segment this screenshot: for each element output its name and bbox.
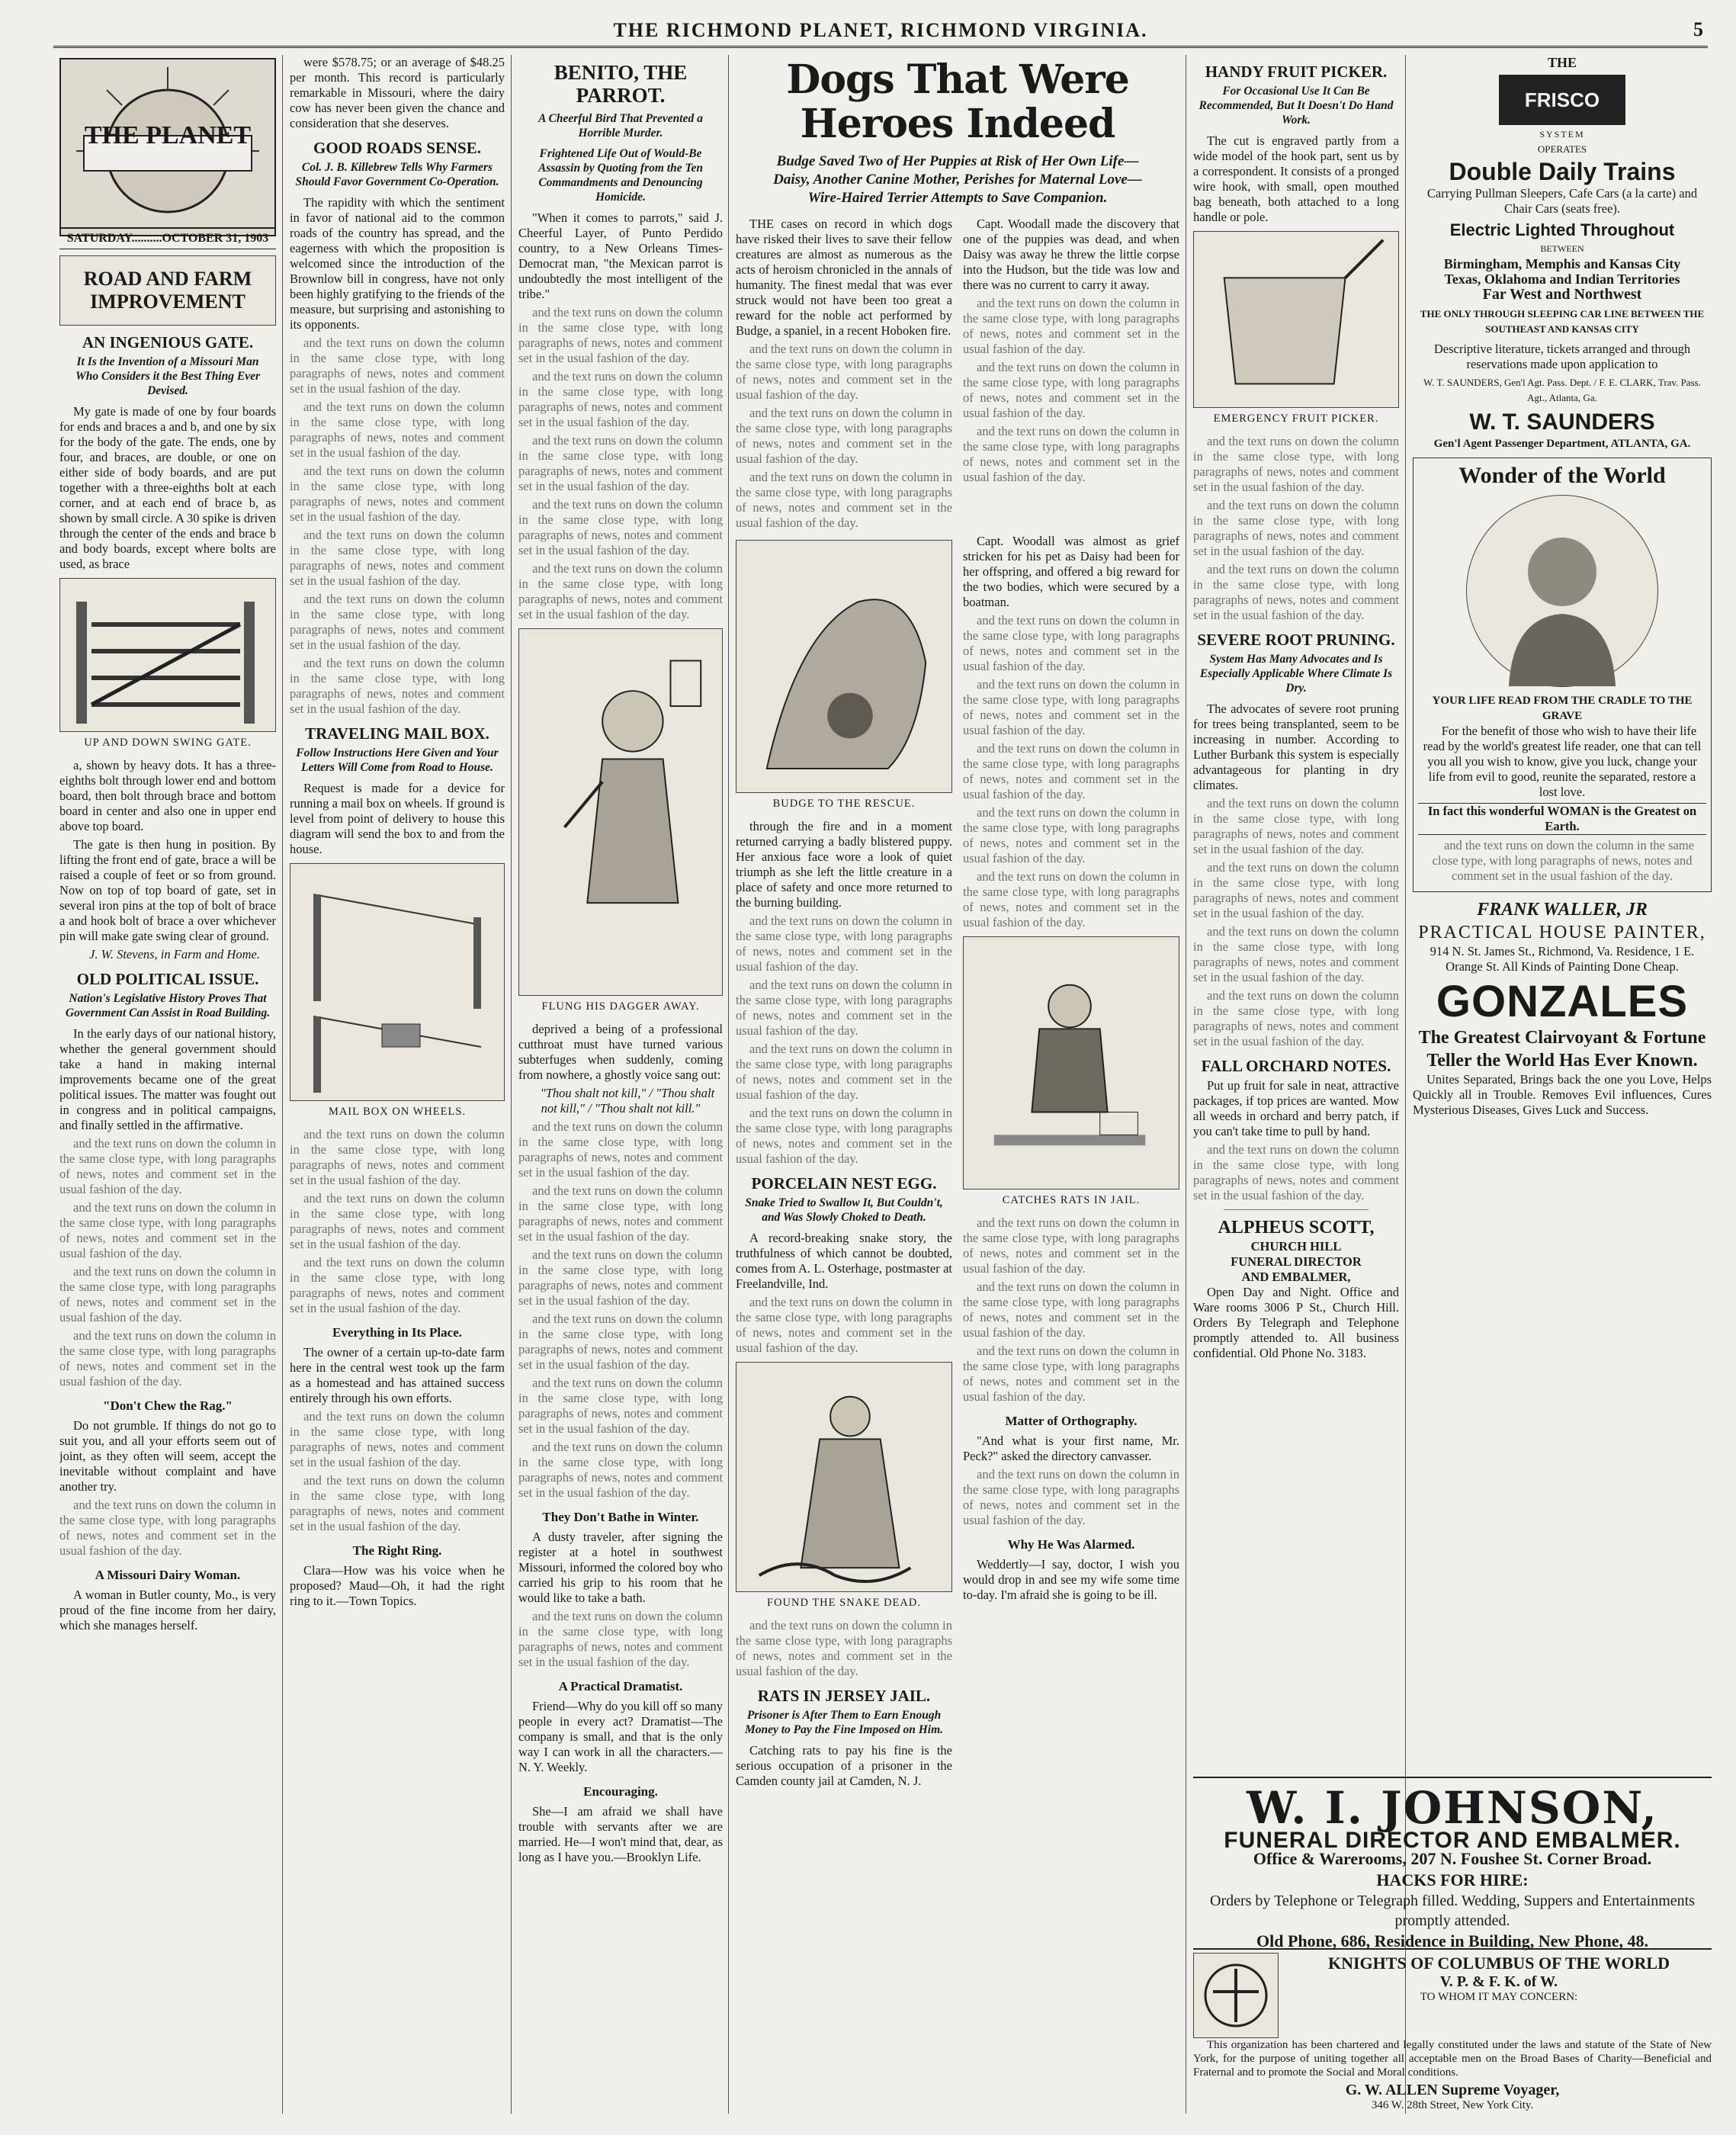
- frisco-texas: Texas, Oklahoma and Indian Territories: [1444, 271, 1680, 287]
- budge-illustration: [736, 540, 952, 793]
- mail-filler: [290, 1127, 505, 1188]
- gate-subhead: It Is the Invention of a Missouri Man Who Considers it the Best Thing Ever Devised.: [75, 355, 260, 397]
- waller-paragraph: 914 N. St. James St., Richmond, Va. Residence, 1 E. Orange St. All Kinds of Painting Done Cheap.: [1430, 944, 1695, 974]
- column-5: [1193, 55, 1399, 1771]
- dogs-filler: [736, 342, 952, 403]
- wonder-filler: [1418, 838, 1706, 884]
- parrot-filler: [518, 1440, 723, 1501]
- frisco-west: Far West and Northwest: [1482, 286, 1642, 303]
- parrot-filler: [518, 1247, 723, 1308]
- gonzales-paragraph: Unites Separated, Brings back the one you Love, Helps Quickly all in Trouble. Removes Evil influences, Cures Mysterious Diseases, Gives Luck and Success.: [1413, 1072, 1712, 1117]
- wonder-paragraph: For the benefit of those who wish to have their life read by the world's greatest life reader, one that can tell you all you wish to know, give you luck, change your life from evil to good, reunite the separated, restore a lost love.: [1423, 724, 1702, 799]
- jail-headline: RATS IN JERSEY JAIL.: [757, 1687, 931, 1705]
- gonzales-sub: The Greatest Clairvoyant & Fortune Teller the World Has Ever Known.: [1418, 1028, 1706, 1071]
- prune-filler: [1193, 796, 1399, 857]
- prune-filler: [1193, 924, 1399, 985]
- bath-paragraph: A dusty traveler, after signing the register at a hotel in southwest Missouri, informed the colored boy who carried his grip to his room that he would like to take a bath.: [518, 1530, 723, 1605]
- fruit-filler: [1193, 498, 1399, 559]
- fruit-filler: [1193, 562, 1399, 623]
- saunders-name: W. T. SAUNDERS: [1469, 409, 1655, 435]
- fruit-picker-illustration: [1193, 231, 1399, 408]
- kofc-emblem: [1193, 1953, 1279, 2038]
- kofc-ad: [1193, 1948, 1712, 2117]
- place-filler: [290, 1473, 505, 1534]
- dogs-filler: [736, 913, 952, 974]
- parrot-filler: [518, 1183, 723, 1244]
- dogs-headline: Dogs That Were Heroes Indeed: [786, 56, 1129, 147]
- chew-paragraph: Do not grumble. If things do not go to suit you, and all your efforts seem out of joint, as they often will seem, accept the inevitable without complaint and have another try.: [59, 1418, 276, 1494]
- jail-paragraph: Catching rats to pay his fine is the serious occupation of a prisoner in the Camden county jail at Camden, N. J.: [736, 1743, 952, 1788]
- place-headline: Everything in Its Place.: [332, 1325, 462, 1340]
- snake-illustration: [736, 1362, 952, 1592]
- dogs-filler: [963, 613, 1179, 674]
- johnson-office: Office & Warerooms, 207 N. Foushee St. Corner Broad.: [1253, 1849, 1652, 1868]
- orthography-paragraph: "And what is your first name, Mr. Peck?" asked the directory canvasser.: [963, 1434, 1179, 1463]
- dogs-filler: [736, 1042, 952, 1103]
- budge-caption: BUDGE TO THE RESCUE.: [772, 798, 916, 810]
- roads-filler: [290, 592, 505, 653]
- mail-headline: TRAVELING MAIL BOX.: [305, 724, 489, 743]
- issue-date: SATURDAY..........OCTOBER 31, 1903: [59, 227, 276, 249]
- frisco-logo-text: FRISCO: [1524, 88, 1600, 111]
- orthography-headline: Matter of Orthography.: [1005, 1414, 1138, 1428]
- parrot-filler: [518, 1312, 723, 1372]
- ring-paragraph: Clara—How was his voice when he proposed? Maud—Oh, it had the right ring to it.—Town Topics.: [290, 1563, 505, 1608]
- logo-title: THE PLANET: [84, 121, 252, 149]
- jail-filler: [963, 1279, 1179, 1340]
- prune-filler: [1193, 988, 1399, 1049]
- roads-headline: GOOD ROADS SENSE.: [313, 139, 481, 157]
- prune-filler: [1193, 860, 1399, 921]
- dogs-body-2: [736, 534, 1179, 1792]
- fruit-filler: [1193, 434, 1399, 495]
- johnson-hacks: HACKS FOR HIRE:: [1376, 1870, 1529, 1889]
- issue-subhead: Nation's Legislative History Proves That Government Can Assist in Road Building.: [65, 992, 271, 1019]
- issue-filler: [59, 1264, 276, 1325]
- gate-illustration: [59, 578, 276, 732]
- dogs-paragraph-1b: Capt. Woodall made the discovery that one of the puppies was dead, and when Daisy was away he threw the little corpse into the Hudson, but the tide was low and there was no current to carry it away.: [963, 217, 1179, 292]
- ring-headline: The Right Ring.: [352, 1543, 442, 1558]
- roads-filler: [290, 400, 505, 461]
- mail-filler: [290, 1255, 505, 1316]
- column-rule: [282, 55, 283, 2114]
- dogs-filler: [963, 741, 1179, 802]
- nest-filler: [736, 1295, 952, 1356]
- notes-paragraph: Put up fruit for sale in neat, attractive packages, if top prices are wanted. Mow all weeds in orchard and berry patch, if you can't take time to pull by hand.: [1193, 1078, 1399, 1138]
- dogs-filler: [736, 1106, 952, 1167]
- mail-subhead: Follow Instructions Here Given and Your Letters Will Come from Road to House.: [296, 746, 499, 774]
- column-3: [518, 55, 723, 2114]
- column-2: [290, 55, 505, 2114]
- issue-filler: [59, 1136, 276, 1197]
- place-filler: [290, 1409, 505, 1470]
- frisco-sleeper: THE ONLY THROUGH SLEEPING CAR LINE BETWEEN THE SOUTHEAST AND KANSAS CITY: [1420, 308, 1705, 335]
- parrot-headline: BENITO, THE PARROT.: [554, 61, 688, 107]
- rats-caption: CATCHES RATS IN JAIL.: [1002, 1194, 1141, 1206]
- kofc-concern: TO WHOM IT MAY CONCERN:: [1420, 1991, 1578, 2003]
- orthography-filler: [963, 1467, 1179, 1528]
- frisco-trains: Double Daily Trains: [1449, 158, 1676, 185]
- dogs-paragraph-1: THE cases on record in which dogs have risked their lives to save their fellow creatures are almost as numerous as the acts of heroism chronicled in the annals of humanity. The finest medal that was ever struck would not have been too great a reward for the noble act performed by Budge, a spaniel, in a recent Hoboken fire.: [736, 217, 952, 338]
- parrot-filler: [518, 305, 723, 366]
- parrot-filler: [518, 1376, 723, 1437]
- dramatist-headline: A Practical Dramatist.: [558, 1679, 683, 1694]
- issue-paragraph: In the early days of our national history, whether the general government should take a hand in making internal improvements became one of the great political issues. The matter was fought out in congress and in political campaigns, and finally settled in the affirmative.: [59, 1026, 276, 1132]
- issue-filler: [59, 1328, 276, 1389]
- bath-filler: [518, 1609, 723, 1670]
- chew-headline: "Don't Chew the Rag.": [103, 1398, 233, 1413]
- dogs-filler: [963, 869, 1179, 930]
- parrot-subhead-2: Frightened Life Out of Would-Be Assassin by Quoting from the Ten Commandments and Denouncing Homicide.: [537, 147, 704, 204]
- fruit-headline: HANDY FRUIT PICKER.: [1205, 63, 1388, 81]
- parrot-filler: [518, 369, 723, 430]
- dogs-right-column: [963, 217, 1179, 534]
- notes-headline: FALL ORCHARD NOTES.: [1201, 1057, 1391, 1075]
- mail-filler: [290, 1191, 505, 1252]
- frisco-electric: Electric Lighted Throughout: [1449, 220, 1675, 239]
- johnson-orders: Orders by Telephone or Telegraph filled. Wedding, Suppers and Entertainments promptly attended.: [1210, 1893, 1695, 1929]
- masthead-title: THE RICHMOND PLANET, RICHMOND VIRGINIA.: [613, 19, 1148, 41]
- notes-filler: [1193, 1142, 1399, 1203]
- johnson-phone: Old Phone, 686, Residence in Building, New Phone, 48.: [1256, 1931, 1648, 1950]
- dogs-left-column-2: [736, 534, 952, 1792]
- fruit-subhead: For Occasional Use It Can Be Recommended, But It Doesn't Do Hand Work.: [1199, 85, 1394, 127]
- frisco-between: BETWEEN: [1540, 243, 1584, 254]
- parrot-subhead: A Cheerful Bird That Prevented a Horrible Murder.: [538, 112, 703, 140]
- kofc-title: KNIGHTS OF COLUMBUS OF THE WORLD: [1327, 1954, 1670, 1973]
- frisco-trains-desc: Carrying Pullman Sleepers, Cafe Cars (a la carte) and Chair Cars (seats free).: [1426, 186, 1698, 216]
- parrot-filler: [518, 433, 723, 494]
- scott-details: Open Day and Night. Office and Ware rooms 3006 P St., Church Hill. Orders By Telegraph and Telephone promptly attended to. All business confidential. Old Phone No. 3183.: [1193, 1285, 1399, 1360]
- masthead: [53, 15, 1708, 48]
- dairy-headline: A Missouri Dairy Woman.: [95, 1568, 241, 1582]
- dairy-paragraph: A woman in Butler county, Mo., is very proud of the fine income from her dairy, which she manages herself.: [59, 1588, 276, 1633]
- dogs-left-column: [736, 217, 952, 534]
- kofc-layout: [1193, 1953, 1712, 2038]
- dogs-filler: [963, 424, 1179, 485]
- bath-headline: They Don't Bathe in Winter.: [542, 1510, 699, 1524]
- dogs-filler: [736, 978, 952, 1039]
- frisco-logo: [1499, 75, 1625, 125]
- waller-name: FRANK WALLER, JR: [1477, 900, 1648, 920]
- fruit-caption: EMERGENCY FRUIT PICKER.: [1213, 413, 1379, 425]
- dogs-filler: [963, 805, 1179, 866]
- parrot-verse: "Thou shalt not kill," / "Thou shalt not kill," / "Thou shalt not kill.": [540, 1086, 715, 1116]
- alarmed-headline: Why He Was Alarmed.: [1007, 1537, 1135, 1552]
- saunders-sub: Gen'l Agent Passenger Department, ATLANTA, GA.: [1433, 438, 1691, 450]
- nest-headline: PORCELAIN NEST EGG.: [751, 1174, 937, 1193]
- page-number: 5: [1693, 18, 1703, 40]
- allen-name: G. W. ALLEN Supreme Voyager,: [1345, 2082, 1560, 2098]
- jail-filler: [963, 1344, 1179, 1405]
- parrot-filler: [518, 1119, 723, 1180]
- dogs-filler: [963, 296, 1179, 357]
- gate-paragraph-3: The gate is then hung in position. By lifting the front end of gate, brace a will be raised a couple of feet or so from ground. Now on top of top board of gate, set in several iron pins at the top of bolt of brace a and hook bolt of brace a over whichever pin will make gate swing clear of ground.: [59, 837, 276, 943]
- rats-illustration: [963, 936, 1179, 1190]
- roads-filler: [290, 528, 505, 589]
- encouraging-headline: Encouraging.: [583, 1784, 658, 1799]
- roads-subhead: Col. J. B. Killebrew Tells Why Farmers Should Favor Government Co-Operation.: [295, 161, 499, 188]
- dogs-right-column-2: [963, 534, 1179, 1792]
- wonder-woman: In fact this wonderful WOMAN is the Greatest on Earth.: [1418, 803, 1706, 835]
- jail-filler: [963, 1215, 1179, 1276]
- wonder-ad: [1413, 458, 1712, 892]
- issue-headline: OLD POLITICAL ISSUE.: [76, 970, 259, 988]
- scott-line-3: AND EMBALMER,: [1241, 1270, 1351, 1284]
- kofc-text: [1286, 1953, 1712, 2038]
- roads-paragraph: The rapidity with which the sentiment in favor of national aid to the common roads of the country has spread, and the eagerness with which the proposition is welcomed since the introduction of the Brownlow bill in congress, have not only been highly gratifying to the friends of the measure, but surprising and astonishing to its opponents.: [290, 195, 505, 332]
- roads-filler: [290, 656, 505, 717]
- scott-line-1: CHURCH HILL: [1250, 1239, 1342, 1254]
- gate-paragraph-1: My gate is made of one by four boards for ends and braces a and b, and one by six for the body of the gate. The ends, one by four, and braces, are double, or one on either side of body boards, and are put together with a three-eighths bolt at each corner, and at each end of brace b, as shown by small circle. A 30 spike is driven through the center of the ends and brace b and body boards, except where bolts are used, as brace: [59, 404, 276, 571]
- nest-subhead: Snake Tried to Swallow It, But Couldn't, and Was Slowly Choked to Death.: [745, 1196, 943, 1224]
- fruit-paragraph: The cut is engraved partly from a wide model of the hook part, sent us by a correspondent. It consists of a pronged wire hook, with small, open mouthed bag beneath, both attached to a long handle or pole.: [1193, 133, 1399, 224]
- jail-subhead: Prisoner is After Them to Earn Enough Money to Pay the Fine Imposed on Him.: [744, 1709, 944, 1736]
- frisco-operates: OPERATES: [1537, 143, 1587, 155]
- gate-signature: J. W. Stevens, in Farm and Home.: [89, 947, 260, 962]
- waller-sub: PRACTICAL HOUSE PAINTER,: [1418, 923, 1706, 942]
- mail-caption: MAIL BOX ON WHEELS.: [328, 1106, 467, 1118]
- issue-filler: [59, 1200, 276, 1261]
- parrot-paragraph-2: deprived a being of a professional cutthroat must have turned various subterfuges when suddenly, coming from nowhere, a ghostly voice sang out:: [518, 1022, 723, 1082]
- dogs-filler: [963, 677, 1179, 738]
- wonder-caption: YOUR LIFE READ FROM THE CRADLE TO THE GRAVE: [1432, 695, 1693, 722]
- place-paragraph: The owner of a certain up-to-date farm here in the central west took up the farm as a homestead and has attained success entirely through his own efforts.: [290, 1345, 505, 1405]
- dogs-body: [736, 217, 1179, 534]
- prune-paragraph: The advocates of severe root pruning for trees being transplanted, seem to be increasing in number. According to Luther Burbank this system is especially advantageous for planting in dry climates.: [1193, 702, 1399, 792]
- dogs-filler: [736, 470, 952, 531]
- divider: [1224, 1209, 1369, 1210]
- dramatist-paragraph: Friend—Why do you kill off so many people in every act? Dramatist—The company is small, and that is the only way I can work in all the characters.—N. Y. Weekly.: [518, 1699, 723, 1774]
- prune-headline: SEVERE ROOT PRUNING.: [1197, 631, 1395, 649]
- mail-paragraph: Request is made for a device for running a mail box on wheels. If ground is level from point of delivery to house this diagram will send the box to and from the house.: [290, 781, 505, 856]
- gate-headline: AN INGENIOUS GATE.: [82, 333, 254, 352]
- prune-subhead: System Has Many Advocates and Is Especially Applicable Where Climate Is Dry.: [1199, 653, 1393, 695]
- dogs-filler: [963, 360, 1179, 421]
- chew-filler: [59, 1498, 276, 1559]
- roads-filler: [290, 336, 505, 396]
- wonder-title: Wonder of the World: [1458, 463, 1666, 488]
- gonzales-title: GONZALES: [1436, 977, 1689, 1026]
- alarmed-paragraph: Weddertly—I say, doctor, I wish you would drop in and see my wife some time to-day. I'm afraid she is going to be ill.: [963, 1557, 1179, 1602]
- nest-filler: [736, 1618, 952, 1679]
- column-6: [1413, 55, 1712, 1771]
- frisco-the: THE: [1547, 55, 1577, 70]
- column-1: [59, 55, 276, 2114]
- kofc-sub: V. P. & F. K. of W.: [1439, 1973, 1558, 1990]
- column-4: [736, 55, 1179, 2114]
- snake-caption: FOUND THE SNAKE DEAD.: [767, 1597, 921, 1609]
- gate-paragraph-2: a, shown by heavy dots. It has a three-eighths bolt through lower end and bottom board, then bolt through brace and bottom board in center and also one in upper end above top board.: [59, 758, 276, 833]
- scott-name: ALPHEUS SCOTT,: [1218, 1218, 1375, 1238]
- dogs-paragraph-2: through the fire and in a moment returned carrying a badly blistered puppy. Her anxious face wore a look of quiet triumph as she left the little creature in a place of safety and once more returned to the burning building.: [736, 819, 952, 910]
- mailbox-illustration: [290, 863, 505, 1101]
- johnson-sub: FUNERAL DIRECTOR AND EMBALMER.: [1224, 1828, 1681, 1853]
- frisco-system: SYSTEM: [1539, 129, 1585, 140]
- parrot-filler: [518, 561, 723, 622]
- parrot-filler: [518, 497, 723, 558]
- scott-line-2: FUNERAL DIRECTOR: [1231, 1254, 1362, 1269]
- dagger-illustration: [518, 628, 723, 996]
- column-rule: [511, 55, 512, 2114]
- encouraging-paragraph: She—I am afraid we shall have trouble with servants after we are married. He—I won't mind that, dear, as long as I have you.—Brooklyn Life.: [518, 1804, 723, 1864]
- dairy-continued: were $578.75; or an average of $48.25 per month. This record is particularly remarkable in Missouri, where the dairy cow has never been given the chance and consideration that she deserves.: [290, 55, 505, 130]
- roads-filler: [290, 464, 505, 525]
- dagger-caption: FLUNG HIS DAGGER AWAY.: [541, 1000, 700, 1013]
- wonder-portrait: [1466, 495, 1658, 687]
- kofc-paragraph: This organization has been chartered and legally constituted under the laws and statute of the State of New York, for the purpose of uniting together all acceptable men on the Broad Bases of Charity—Beneficial and Fraternal and to promote the Social and Moral conditions.: [1193, 2039, 1712, 2079]
- dogs-filler: [736, 406, 952, 467]
- johnson-name: W. I. JOHNSON,: [1247, 1782, 1658, 1834]
- frisco-cities: Birmingham, Memphis and Kansas City: [1443, 256, 1681, 271]
- frisco-agents: W. T. SAUNDERS, Gen'l Agt. Pass. Dept. / F. E. CLARK, Trav. Pass. Agt., Atlanta, Ga.: [1423, 377, 1701, 403]
- parrot-paragraph-1: "When it comes to parrots," said J. Cheerful Layer, of Punto Perdido country, to a New Orleans Times-Democrat man, "the Mexican parrot is undoubtedly the most intelligent of the tribe.": [518, 210, 723, 301]
- nest-paragraph: A record-breaking snake story, the truthfulness of which cannot be doubted, comes from A. L. Osterhage, postmaster at Freelandville, Ind.: [736, 1231, 952, 1291]
- section-banner: ROAD AND FARM IMPROVEMENT: [59, 255, 276, 326]
- allen-address: 346 W. 28th Street, New York City.: [1371, 2099, 1534, 2111]
- dogs-deck: Budge Saved Two of Her Puppies at Risk of Her Own Life—Daisy, Another Canine Mother, Perishes for Maternal Love—Wire-Haired Terrier Attempts to Save Companion.: [773, 153, 1142, 206]
- column-rule: [728, 55, 729, 2114]
- dogs-paragraph-2b: Capt. Woodall was almost as grief stricken for his pet as Daisy had been for her offspring, and offered a big reward for the two bodies, which were secured by a boatman.: [963, 534, 1179, 609]
- gate-caption: UP AND DOWN SWING GATE.: [84, 737, 252, 749]
- frisco-descr: Descriptive literature, tickets arranged and through reservations made upon application to: [1433, 342, 1691, 371]
